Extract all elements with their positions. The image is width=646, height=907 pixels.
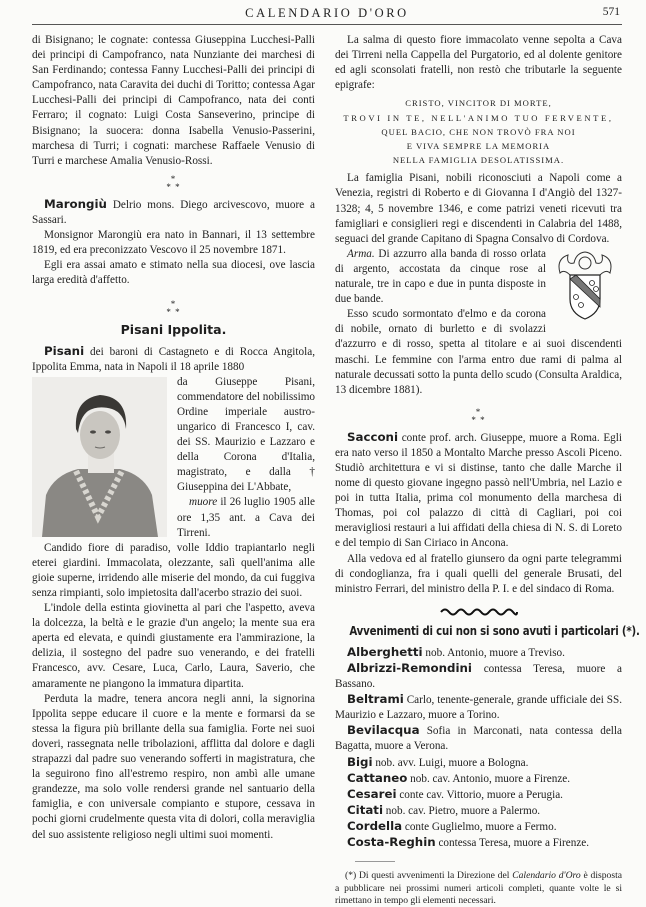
coat-of-arms [554,249,616,321]
event-name: Costa-Reghin [347,835,436,850]
section-title-pisani: Pisani Ippolita. [120,322,227,338]
asterism-divider: * * * [166,299,181,318]
pisani-para-indole: L'indole della estinta giovinetta al pari che l'aspetto, aveva la dolcezza, la beltà e le grazie d'un angelo; la mente sua era aperta ed elevata, e quindi giustamente era l'ammirazione, la delizia, il sostegno del padre suo venerando, e dei fratelli Francesco, avv. Cesare, Luca, Carlo, Laura, Saverio, che amaramente ne piangono la immatura dipartita. [32,602,315,690]
event-item: Costa-Reghin contessa Teresa, muore a Firenze. [347,835,590,850]
sacconi-para-vedova: Alla vedova ed al fratello giunsero da ogni parte telegrammi di condoglianza, fra i quali quelli del generale Brusati, del ministro Ferrari, del ministro della P. I. e del sindaco di Roma. [335,552,622,595]
wavy-ornament-icon [439,607,519,617]
event-name: Bevilacqua [347,723,420,738]
events-list [335,645,622,851]
entry-name: Pisani [44,343,85,358]
epigraph-line: QUEL BACIO, CHE NON TROVÒ FRA NOI [381,126,576,137]
entry-name: Marongiù [44,196,107,211]
page-header [32,0,622,25]
right-column [335,33,640,907]
para-famiglia: La famiglia Pisani, nobili riconosciuti a Napoli come a Venezia, registri di Roberto e di Giovanna I d'Angiò del 1327-1328; 4, 5 novembre 1346, e come patrizi veneti ricevuti tra famigliari e consiglieri regi e discendenti in Calabria del 1488, seguaci del grande Capitano di Spagna Consalvo di Cordova. [335,172,622,245]
sacconi-entry: Sacconi conte prof. arch. Giuseppe, muore a Roma. Egli era nato verso il 1850 a Montalto Marche presso Ascoli Piceno. Studiò architettura e vi si distinse, tanto che dalle Marche il nome di questo giovane ingegno passò nell'Umbria, nel Lazio e poi in tutta Italia, prima col monumento della marchesa di Thomas, poi col palazzo di città di Cagliari, poi coi meravigliosi restauri a lui affidati della chiesa di N. S. di Loreto e del tempio di San Ciriaco in Ancona. [335,429,622,550]
event-name: Albrizzi-Remondini [347,661,472,676]
asterism-divider: * * * [166,173,181,192]
portrait-image-icon [32,377,167,537]
page-number: 571 [602,6,620,18]
wavy-ornament [335,607,622,619]
event-item: Alberghetti nob. Antonio, muore a Treviso. [347,644,565,659]
marongiu-entry: Marongiù Delrio mons. Diego arcivescovo, muore a Sassari. [32,196,315,226]
marongiu-para-1: Monsignor Marongiù era nato in Bannari, il 13 settembre 1819, ed era preconizzato Vescovo il 25 novembre 1871. [32,229,315,257]
epigraph-line: TROVI IN TE, NELL'ANIMO TUO FERVENTE, [343,112,614,123]
epigraph-line: NELLA FAMIGLIA DESOLATISSIMA. [392,155,565,166]
pisani-para-candido: Candido fiore di paradiso, volle Iddio trapiantarlo negli eterei giardini. Immacolata, olezzante, salì quell'anima alle gioie superne, irridendo alle miserie del mondo, da cui fuggiva senza rimpianti, solo impietosita dall'acerbo strazio dei suoi. [32,541,315,599]
portrait-photo [32,377,167,537]
epigraph-line: E VIVA SEMPRE LA MEMORIA [406,140,551,151]
left-column [32,33,315,843]
event-item: Citati nob. cav. Pietro, muore a Palermo. [347,802,541,817]
epigraph [335,96,622,167]
footnote-rule [355,861,395,862]
event-item: Bevilacqua Sofia in Marconati, nata contessa della Bagatta, muore a Verona. [335,723,622,753]
event-item: Cesarei conte cav. Vittorio, muore a Perugia. [347,786,563,801]
running-title: CALENDARIO D'ORO [245,6,409,20]
event-name: Bigi [347,754,373,769]
asterism-divider: * * * [471,406,486,425]
event-name: Alberghetti [347,644,423,659]
para-arma: Arma. Di azzurro alla banda di rosso orlata di argento, accostata da cinque rose al naturale, tre in capo e due in punta disposte in due bande. [335,247,546,306]
events-section-title: Avvenimenti di cui non si sono avuti i particolari (*). [349,622,640,638]
marongiu-para-2: Egli era assai amato e stimato nella sua diocesi, ove lascia larga eredità d'affetto. [32,259,315,287]
footnote: (*) Di questi avvenimenti la Direzione del Calendario d'Oro è disposta a pubblicare nei prossimi numeri articoli completi, quante volte le si rimettano in tempo gli elementi necessari. [335,870,622,906]
para-scudo: Esso scudo sormontato d'elmo e da corona di nobile, ornato di burletto e di svolazzi d'azzurro e di rosso, spetta al titolare e ai suoi discendenti maschi. Le femmine con l'arma entro due rami di palma al naturale decussati sotto la punta dello scudo (Consulta Araldica, 13 dicembre 1881). [335,308,622,396]
event-name: Cattaneo [347,770,408,785]
event-name: Cesarei [347,786,397,801]
event-item: Beltrami Carlo, tenente-generale, grande ufficiale dei SS. Maurizio e Lazzaro, muore a Torino. [335,692,622,722]
pisani-wrap-text: da Giuseppe Pisani, commendatore del nobilissimo Ordine imperiale austro-ungarico di Francesco I, cav. dei SS. Maurizio e Lazzaro e della Corona d'Italia, magistrato, e dalla † Giuseppina dei L'Abbate, [177,375,315,494]
event-name: Citati [347,802,383,817]
pisani-death: muore il 26 luglio 1905 alle ore 1,35 ant. a Cava dei Tirreni. [177,496,315,539]
event-item: Albrizzi-Remondini contessa Teresa, muore a Bassano. [335,661,622,691]
epigraph-line: CRISTO, VINCITOR DI MORTE, [405,98,552,109]
event-item: Cattaneo nob. cav. Antonio, muore a Firenze. [347,770,571,785]
event-item: Bigi nob. avv. Luigi, muore a Bologna. [347,754,529,769]
event-item: Cordella conte Guglielmo, muore a Fermo. [347,818,557,833]
pisani-para-perduta: Perduta la madre, tenera ancora negli anni, la signorina Ippolita seppe educare il cuore e la mente e formarsi da se stessa la figura più brillante della sua famiglia. Forte nei suoi doveri, rassegnata nelle tribolazioni, afflitta dal dolore e dagli strapazzi dal padre suo venerando sofferti in magistratura, che la seguirono fino all'estremo respiro, non ambì alle umane grandezze, ma solo volle rendersi grande nel santuario della famiglia, e con universale compianto e stupore, cessava in pochi giorni crudelmente questa vita di dolori, colla meraviglia del suo assistente religioso negli ultimi suoi momenti. [32,692,315,841]
para-salma: La salma di questo fiore immacolato venne sepolta a Cava dei Tirreni nella Cappella del Purgatorio, ed al dolente genitore ed agli sconsolati fratelli, non restò che tributarle la seguente epigrafe: [335,34,622,92]
continued-paragraph: di Bisignano; le cognate: contessa Giuseppina Lucchesi-Palli dei principi di Campofranco, nata Nunziante dei marchesi di San Ferdinando; contessa Fanny Lucchesi-Palli dei principi di Campofranco, nata Caravita dei duchi di Toritto; contessa Agar Lucchesi-Palli dei principi di Campofranco, nata dei conti Ferraro; il cognato: Luigi Costa Sanseverino, principe di Bisignano; la suocera: donna Isabella Venusio-Passerini, marchesa di Turri; i cognati: marchese Raffaele Venusio di Turri e marchese Amalia Venusio-Rossi. [32,34,315,167]
pisani-entry-lead: Pisani dei baroni di Castagneto e di Rocca Angitola, Ippolita Emma, nata in Napoli il 18 aprile 1880 [32,343,315,373]
event-name: Cordella [347,818,403,833]
event-name: Beltrami [347,692,404,707]
coat-of-arms-icon [554,249,616,321]
entry-name: Sacconi [347,429,398,444]
